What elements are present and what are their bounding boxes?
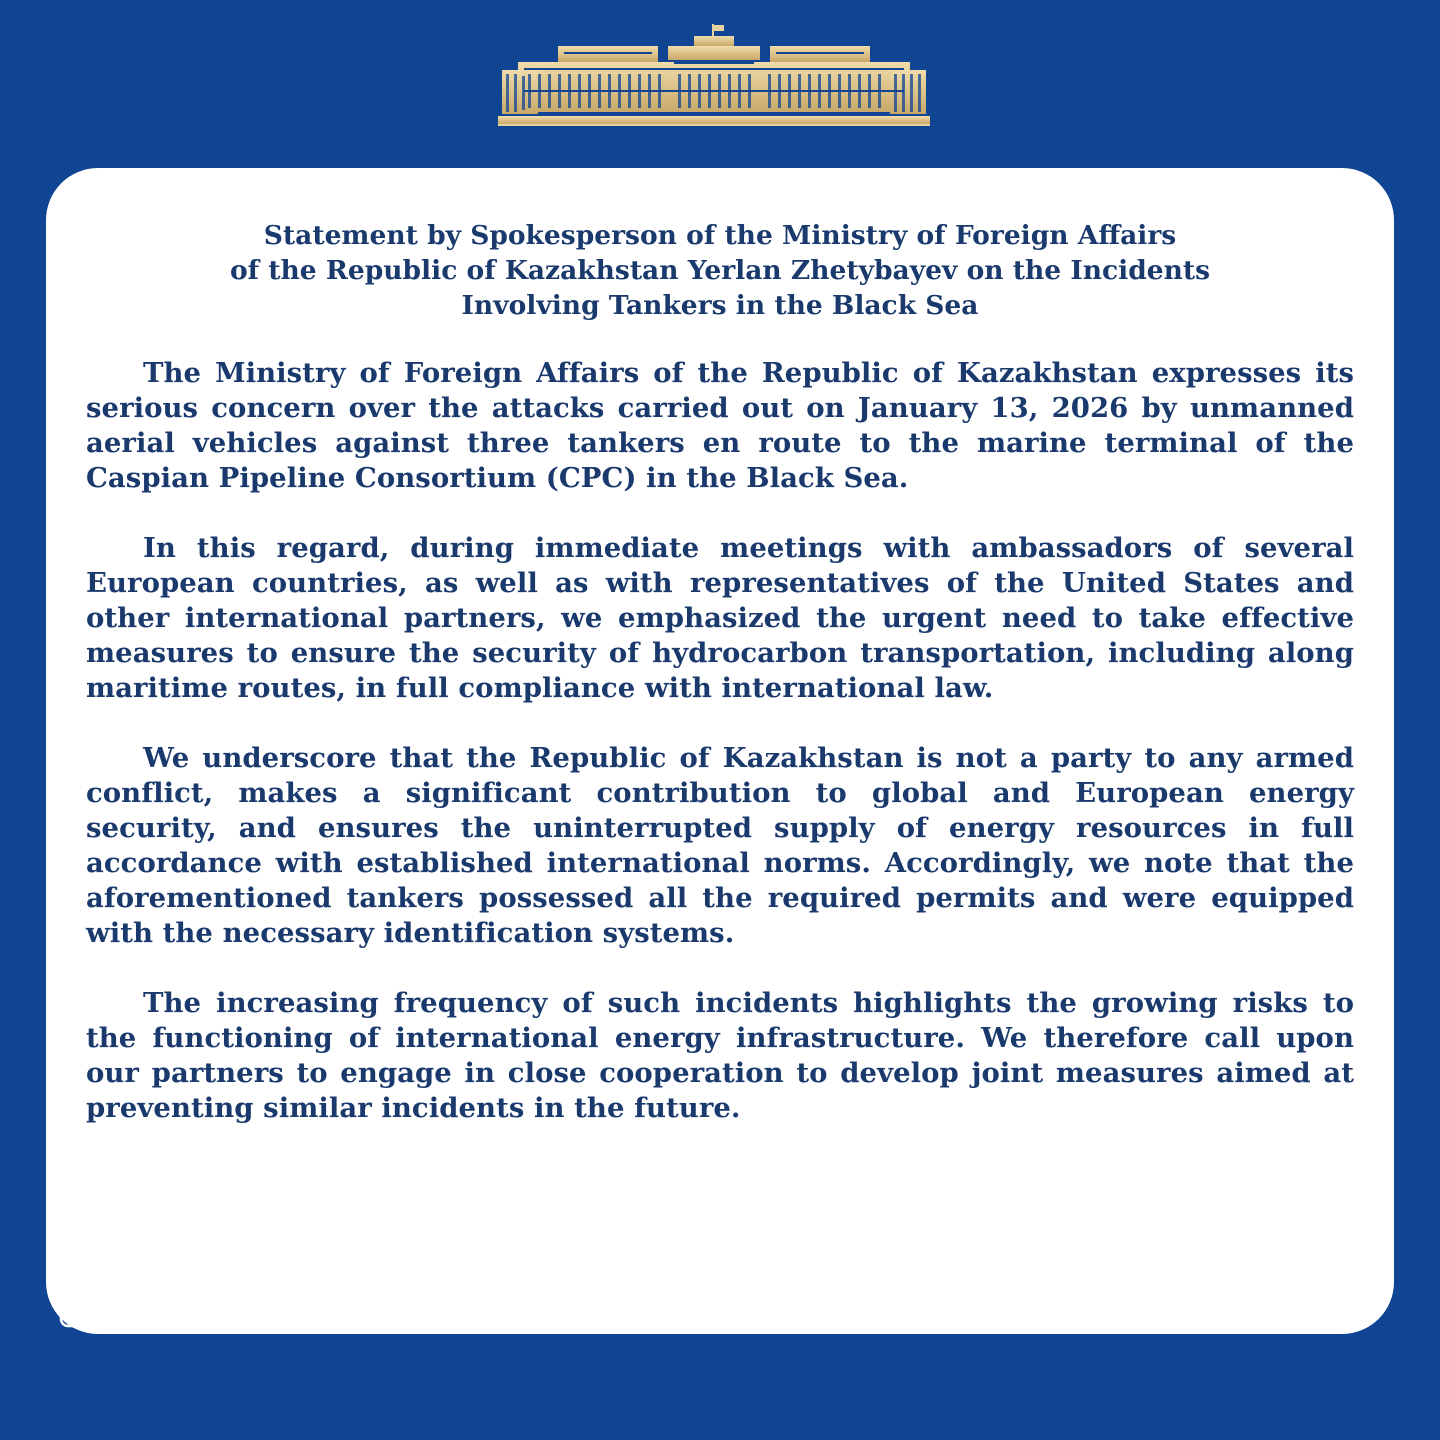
- statement-paragraph-4: The increasing frequency of such incidents highlights the growing risks to the functioning of international energy infrastructure. We therefore call upon our partners to engage in close cooperation to develop joint measures aimed at preventing similar incidents in the future.: [86, 987, 1354, 1124]
- x-icon: [554, 1297, 586, 1329]
- statement-paragraph-1: The Ministry of Foreign Affairs of the Republic of Kazakhstan expresses its serious concern over the attacks carried out on January 13, 2026 by unmanned aerial vehicles against three tankers en route to the marine terminal of the Caspian Pipeline Consortium (CPC) in the Black Sea.: [86, 357, 1354, 494]
- social-footer: [58, 1283, 1398, 1343]
- x-link[interactable]: [554, 1295, 729, 1331]
- government-building-logo: [498, 24, 930, 128]
- statement-paragraph-2: In this regard, during immediate meetings with ambassadors of several European countries, as well as with representatives of the United States and other international partners, we emphasized the urgent need to take effective measures to ensure the security of hydrocarbon transportation, including along maritime routes, in full compliance with international law.: [86, 532, 1354, 704]
- telegram-icon: [759, 1297, 791, 1329]
- instagram-link[interactable]: [58, 1295, 233, 1331]
- instagram-handle: @mfa_kz: [92, 1295, 233, 1331]
- facebook-icon: [263, 1297, 281, 1329]
- telegram-handle: PressMFAKZ: [793, 1295, 980, 1331]
- title-line: Statement by Spokesperson of the Ministry of Foreign Affairs: [263, 220, 1177, 251]
- threads-handle: MFA Qazaqstan: [1043, 1295, 1282, 1331]
- title-line: of the Republic of Kazakhstan Yerlan Zhetybayev on the Incidents: [229, 255, 1211, 286]
- instagram-icon: [58, 1297, 90, 1329]
- threads-link[interactable]: [1009, 1295, 1281, 1331]
- title-line: Involving Tankers in the Black Sea: [461, 290, 979, 321]
- chat-bubble-icon: [1009, 1297, 1041, 1329]
- facebook-handle: KazakhstanMFA: [282, 1295, 525, 1331]
- statement-paragraph-3: We underscore that the Republic of Kazakhstan is not a party to any armed conflict, makes a significant contribution to global and European energy security, and ensures the uninterrupted supply of energy resources in full accordance with established international norms. Accordingly, we note that the aforementioned tankers possessed all the required permits and were equipped with the necessary identification systems.: [86, 742, 1354, 949]
- telegram-link[interactable]: [759, 1295, 979, 1331]
- x-handle: @mfa_kz: [588, 1295, 730, 1331]
- statement-card: [46, 168, 1394, 1334]
- statement-title: [86, 218, 1354, 323]
- facebook-link[interactable]: [263, 1295, 525, 1331]
